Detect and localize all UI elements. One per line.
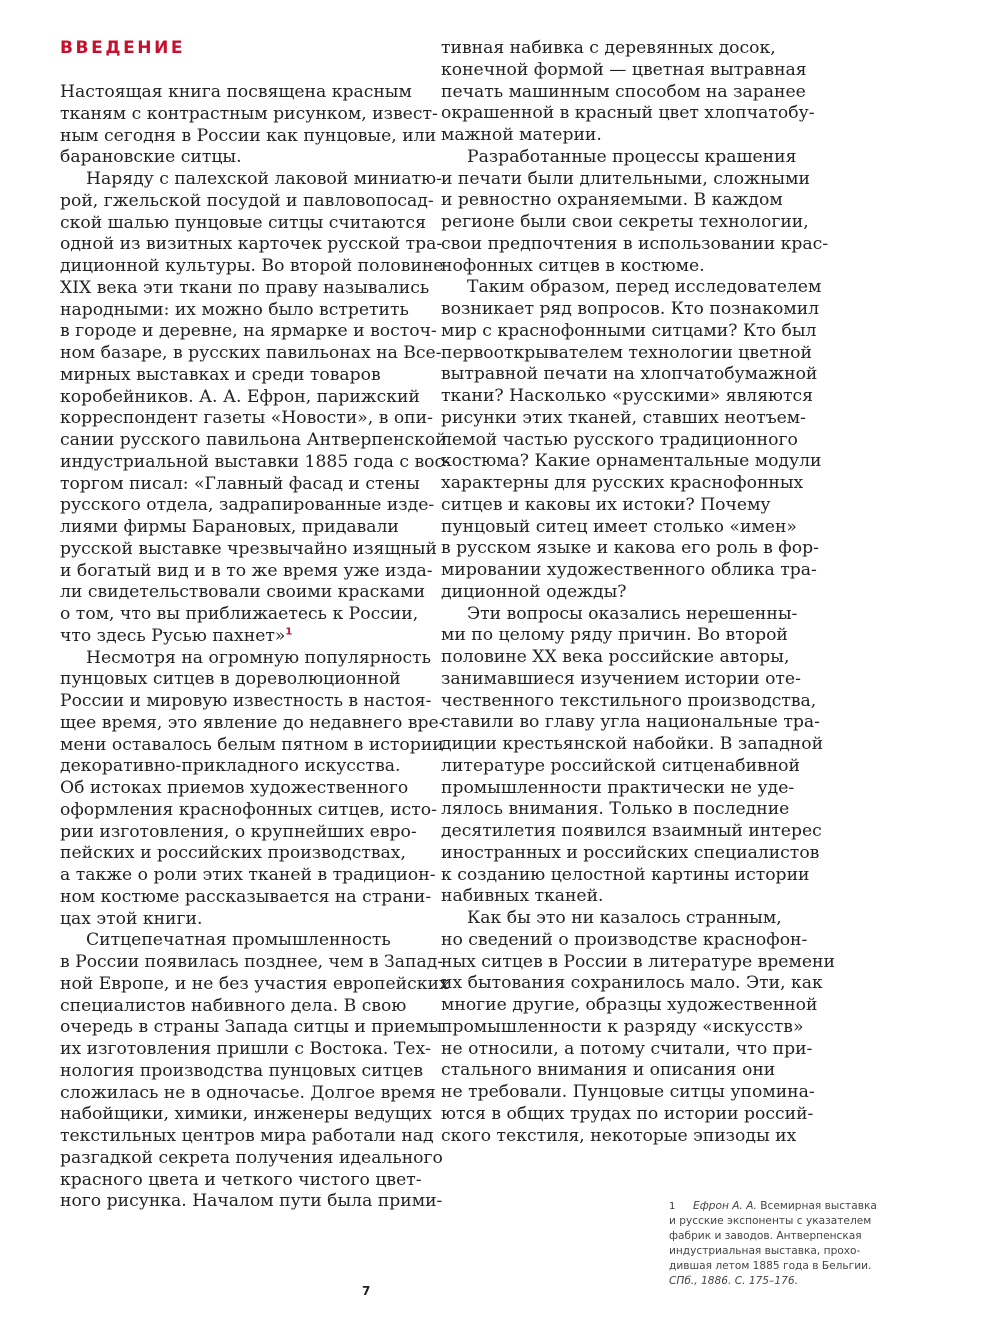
text-line: в России появилась позднее, чем в Запад- (60, 952, 444, 972)
text-line: о том, что вы приближаетесь к России, (60, 604, 419, 624)
text-line: вытравной печати на хлопчатобумажной (441, 364, 818, 385)
text-line: лиями фирмы Барановых, придавали (60, 517, 399, 537)
text-line: Как бы это ни казалось странным, (467, 908, 782, 928)
right-text-column (441, 38, 835, 1147)
text-line: в городе и деревне, на ярмарке и восточ- (60, 321, 437, 342)
text-line: ном базаре, в русских павильонах на Все- (60, 343, 442, 363)
text-line: тивная набивка с деревянных досок, (441, 38, 776, 58)
text-line: диции крестьянской набойки. В западной (441, 734, 824, 754)
text-line: костюма? Какие орнаментальные модули (441, 451, 822, 472)
text-line: лялось внимания. Только в последние (441, 799, 790, 820)
text-line: мирных выставках и среди товаров (60, 364, 381, 385)
footnote (669, 1199, 909, 1290)
text-line: промышленности практически не уде- (441, 777, 795, 798)
footnote-line: дившая летом 1885 года в Бельгии. (669, 1260, 872, 1273)
footnote-author: Ефрон А. А. (693, 1200, 757, 1212)
text-line: ткани? Насколько «русскими» являются (441, 386, 813, 406)
text-line: ского текстиля, некоторые эпизоды их (441, 1125, 797, 1146)
text-line: набойщики, химики, инженеры ведущих (60, 1104, 432, 1125)
text-line: лемой частью русского традиционного (441, 429, 798, 450)
text-line: барановские ситцы. (60, 147, 242, 168)
text-line: индустриальной выставки 1885 года с вос- (60, 451, 450, 472)
text-line: разгадкой секрета получения идеального (60, 1147, 443, 1168)
text-line: декоративно-прикладного искусства. (60, 756, 401, 777)
text-line: ном костюме рассказывается на страни- (60, 886, 432, 907)
text-line: ного рисунка. Началом пути была прими- (60, 1191, 443, 1212)
text-line: торгом писал: «Главный фасад и стены (60, 473, 420, 494)
text-line: мени оставалось белым пятном в истории (60, 734, 444, 755)
text-line: и ревностно охраняемыми. В каждом (441, 190, 783, 211)
text-line: не относили, а потому считали, что при- (441, 1038, 813, 1059)
text-line: десятилетия появился взаимный интерес (441, 821, 822, 841)
text-line: диционной культуры. Во второй половине (60, 256, 444, 276)
text-line: щее время, это явление до недавнего вре- (60, 712, 445, 733)
text-line: Наряду с палехской лаковой миниатю- (86, 169, 442, 189)
text-line: Разработанные процессы крашения (467, 146, 797, 167)
text-line: возникает ряд вопросов. Кто познакомил (441, 299, 820, 319)
text-line: характерны для русских краснофонных (441, 473, 804, 493)
text-line: народными: их можно было встретить (60, 299, 409, 320)
text-line: ставили во главу угла национальные тра- (441, 712, 820, 733)
text-line: пейских и российских производствах, (60, 843, 406, 864)
text-line: тканям с контрастным рисунком, извест- (60, 103, 438, 124)
text-line: ной Европе, и не без участия европейских (60, 973, 449, 994)
text-line: русской выставке чрезвычайно изящный (60, 538, 438, 559)
footnote-reference[interactable]: 1 (285, 626, 293, 638)
text-line: корреспондент газеты «Новости», в опи- (60, 408, 433, 429)
text-line: Ситцепечатная промышленность (86, 930, 391, 951)
text-line: в русском языке и какова его роль в фор- (441, 538, 819, 559)
text-line: цах этой книги. (60, 908, 203, 929)
footnote-imprint: СПб., 1886. С. 175–176. (669, 1275, 798, 1288)
text-line: что здесь Русью пахнет»$^1$ (60, 625, 293, 646)
text-line: нофонных ситцев в костюме. (441, 255, 705, 276)
text-line: ным сегодня в России как пунцовые, или (60, 125, 437, 146)
text-line: регионе были свои секреты технологии, (441, 212, 809, 232)
text-line: мировании художественного облика тра- (441, 560, 817, 580)
text-line: иностранных и российских специалистов (441, 842, 820, 863)
footnote-line: индустриальная выставка, прохо- (669, 1245, 861, 1258)
footnote-line: и русские экспоненты с указателем (669, 1215, 872, 1228)
text-line: пунцовый ситец имеет столько «имен» (441, 516, 797, 537)
text-line: русского отдела, задрапированные изде- (60, 495, 435, 516)
footnote-title-start: Всемирная выставка (760, 1200, 877, 1212)
text-line: ской шалью пунцовые ситцы считаются (60, 212, 426, 233)
text-line: первооткрывателем технологии цветной (441, 342, 812, 363)
text-line: но сведений о производстве краснофон- (441, 929, 808, 950)
text-line: и печати были длительными, сложными (441, 168, 810, 189)
text-line: Несмотря на огромную популярность (86, 647, 431, 668)
text-line: Эти вопросы оказались нерешенны- (467, 603, 798, 624)
text-line: ли свидетельствовали своими красками (60, 582, 426, 603)
text-line: чественного текстильного производства, (441, 690, 817, 711)
text-line: пунцовых ситцев в дореволюционной (60, 669, 401, 690)
text-line: ных ситцев в России в литературе времени (441, 951, 835, 972)
text-line: свои предпочтения в использовании крас- (441, 233, 829, 254)
text-line: набивных тканей. (441, 886, 604, 907)
text-line: рии изготовления, о крупнейших евро- (60, 821, 417, 842)
text-line: сложилась не в одночасье. Долгое время (60, 1082, 436, 1103)
text-line: ми по целому ряду причин. Во второй (441, 625, 788, 646)
text-line: диционной одежды? (441, 581, 627, 602)
text-line: а также о роли этих тканей в традицион- (60, 865, 436, 885)
text-line: конечной формой — цветная вытравная (441, 59, 807, 80)
page-heading: ВВЕДЕНИЕ (60, 38, 186, 58)
text-line: ситцев и каковы их истоки? Почему (441, 494, 771, 515)
text-line: окрашенной в красный цвет хлопчатобу- (441, 103, 815, 124)
footnote-first-line (669, 1199, 909, 1214)
text-line: занимавшиеся изучением истории оте- (441, 668, 801, 689)
text-line: оформления краснофонных ситцев, исто- (60, 799, 437, 820)
text-line: многие другие, образцы художественной (441, 995, 818, 1015)
text-line: красного цвета и четкого чистого цвет- (60, 1169, 422, 1190)
text-line: Таким образом, перед исследователем (467, 277, 822, 298)
text-line: XIX века эти ткани по праву назывались (60, 277, 430, 298)
text-line: половине XX века российские авторы, (441, 647, 790, 667)
text-line: рисунки этих тканей, ставших неотъем- (441, 407, 806, 428)
text-line: к созданию целостной картины истории (441, 864, 810, 885)
text-line: текстильных центров мира работали над (60, 1126, 434, 1146)
text-line: их изготовления пришли с Востока. Тех- (60, 1039, 431, 1059)
text-line: рой, гжельской посудой и павловопосад- (60, 190, 434, 211)
text-line: сании русского павильона Антверпенской (60, 430, 447, 450)
text-line: стального внимания и описания они (441, 1060, 776, 1081)
text-line: мажной материи. (441, 125, 602, 145)
text-line: мир с краснофонными ситцами? Кто был (441, 320, 817, 341)
text-line: очередь в страны Запада ситцы и приемы (60, 1017, 443, 1038)
text-line: России и мировую известность в настоя- (60, 691, 432, 711)
text-line: специалистов набивного дела. В свою (60, 995, 407, 1016)
text-line: не требовали. Пунцовые ситцы упомина- (441, 1082, 815, 1102)
text-line: Настоящая книга посвящена красным (60, 82, 412, 102)
text-line: промышленности к разряду «искусств» (441, 1016, 804, 1037)
text-line: их бытования сохранилось мало. Эти, как (441, 973, 823, 994)
text-line: нология производства пунцовых ситцев (60, 1060, 424, 1081)
footnote-number: 1 (669, 1201, 676, 1212)
text-line: коробейников. А. А. Ефрон, парижский (60, 386, 420, 407)
text-line: и богатый вид и в то же время уже изда- (60, 560, 433, 581)
text-line: ются в общих трудах по истории россий- (441, 1103, 814, 1124)
left-text-column (60, 82, 450, 1213)
page-number: 7 (362, 1284, 371, 1298)
text-line: литературе российской ситценабивной (441, 755, 800, 776)
text-line: одной из визитных карточек русской тра- (60, 234, 443, 255)
text-line: печать машинным способом на заранее (441, 81, 806, 102)
footnote-line: фабрик и заводов. Антверпенская (669, 1230, 862, 1243)
text-line: Об истоках приемов художественного (60, 778, 409, 798)
